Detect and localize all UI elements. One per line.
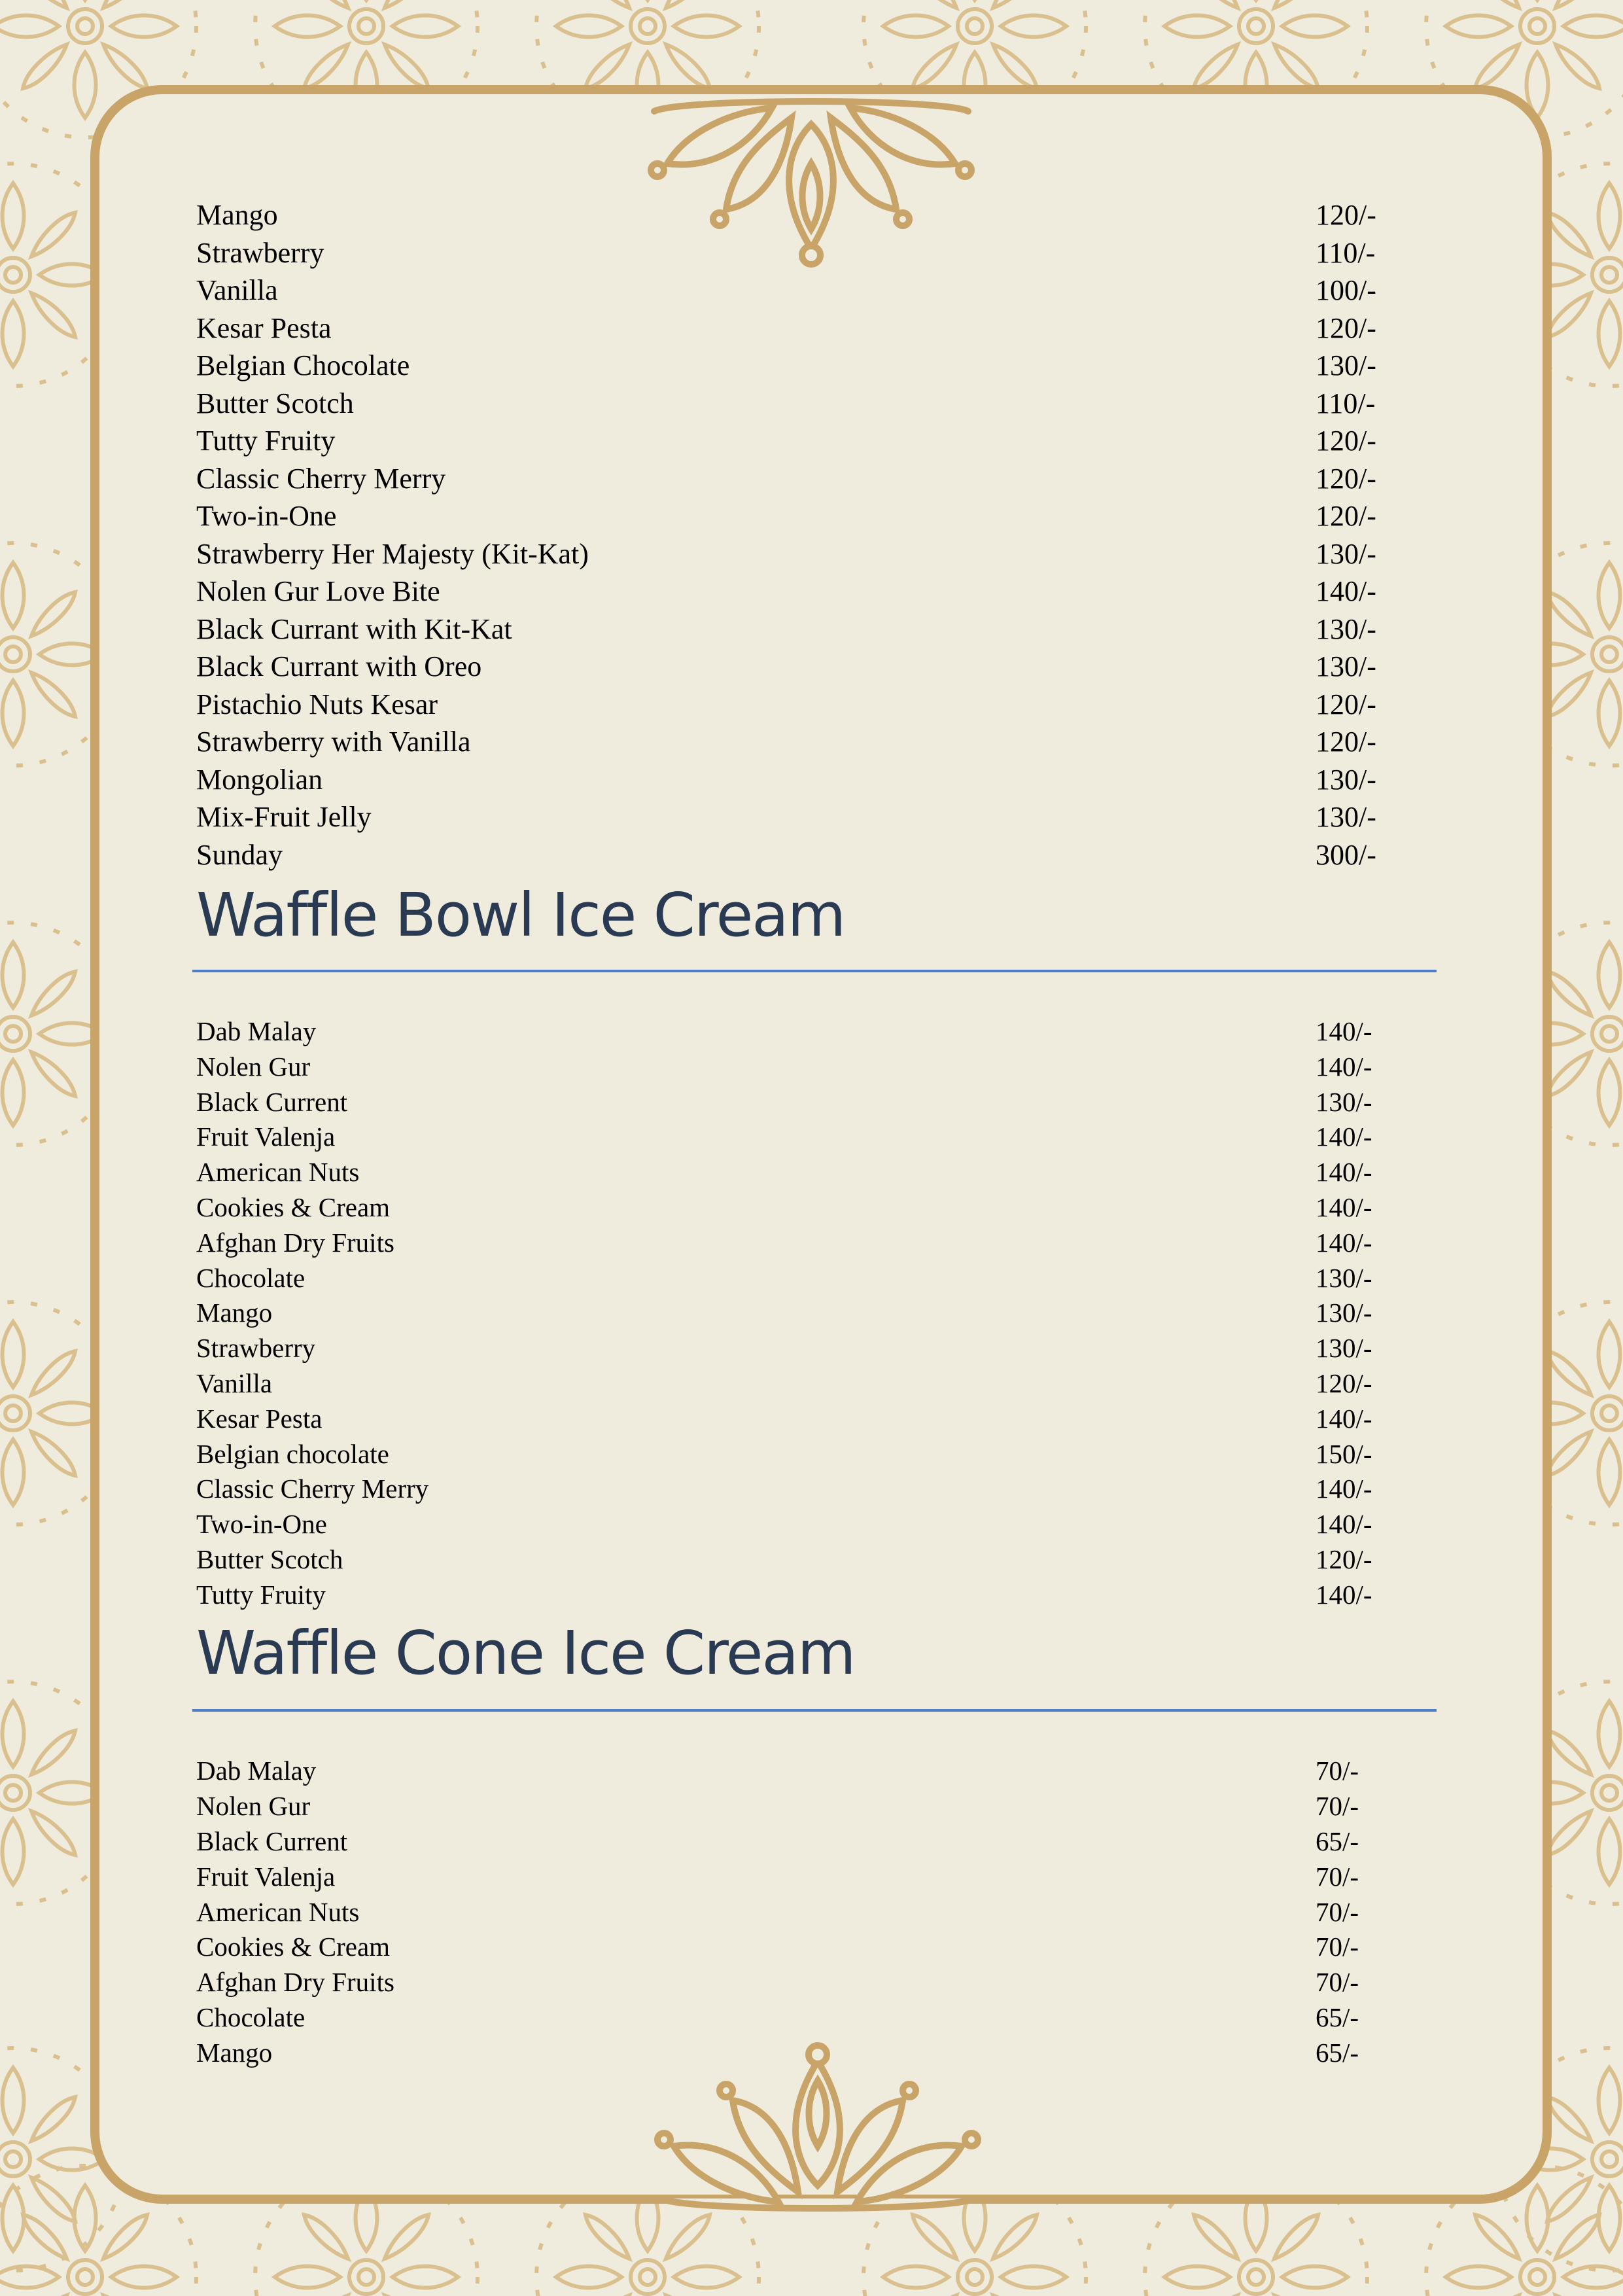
- menu-item: [196, 1754, 1439, 1789]
- item-price: 130/-: [1316, 801, 1376, 833]
- item-name: Mango: [196, 1298, 273, 1328]
- menu-item: [196, 1331, 1439, 1366]
- menu-item: [196, 272, 1439, 309]
- menu-item: [196, 535, 1439, 573]
- menu-item: [196, 1014, 1439, 1050]
- item-name: American Nuts: [196, 1157, 360, 1188]
- item-name: Vanilla: [196, 274, 278, 306]
- item-name: Two-in-One: [196, 1509, 327, 1540]
- item-price: 70/-: [1316, 1967, 1359, 1998]
- item-price: 120/-: [1316, 199, 1376, 231]
- item-name: Afghan Dry Fruits: [196, 1227, 394, 1258]
- item-price: 130/-: [1316, 612, 1376, 645]
- item-price: 140/-: [1316, 1016, 1372, 1046]
- item-name: Black Currant with Kit-Kat: [196, 612, 512, 645]
- item-name: Cookies & Cream: [196, 1932, 391, 1962]
- menu-item: [196, 723, 1439, 761]
- menu-item: [196, 347, 1439, 385]
- item-name: Mango: [196, 199, 278, 231]
- item-price: 110/-: [1316, 236, 1376, 269]
- item-name: Mix-Fruit Jelly: [196, 801, 372, 833]
- menu-item: [196, 422, 1439, 460]
- item-name: American Nuts: [196, 1896, 360, 1927]
- item-name: Pistachio Nuts Kesar: [196, 688, 438, 720]
- menu-item: [196, 686, 1439, 724]
- item-name: Nolen Gur Love Bite: [196, 575, 440, 607]
- item-price: 70/-: [1316, 1932, 1359, 1962]
- menu-item: [196, 1895, 1439, 1930]
- item-price: 130/-: [1316, 537, 1376, 570]
- item-price: 140/-: [1316, 1227, 1372, 1258]
- item-price: 140/-: [1316, 1122, 1372, 1152]
- menu-item: [196, 1930, 1439, 1965]
- item-name: Dab Malay: [196, 1756, 317, 1786]
- menu-item: [196, 1155, 1439, 1190]
- item-price: 120/-: [1316, 688, 1376, 720]
- menu-item: [196, 1472, 1439, 1507]
- item-name: Nolen Gur: [196, 1790, 311, 1821]
- item-price: 130/-: [1316, 1262, 1372, 1293]
- item-name: Fruit Valenja: [196, 1122, 336, 1152]
- item-name: Fruit Valenja: [196, 1861, 336, 1892]
- waffle-cone-divider: [192, 1709, 1437, 1712]
- item-name: Strawberry with Vanilla: [196, 726, 471, 758]
- menu-item: [196, 1261, 1439, 1296]
- item-name: Butter Scotch: [196, 387, 354, 419]
- item-name: Butter Scotch: [196, 1544, 343, 1574]
- item-name: Two-in-One: [196, 500, 337, 532]
- item-name: Black Current: [196, 1086, 348, 1117]
- item-price: 130/-: [1316, 650, 1376, 682]
- menu-item: [196, 761, 1439, 799]
- item-price: 70/-: [1316, 1896, 1359, 1927]
- menu-item: [196, 1965, 1439, 2000]
- item-price: 70/-: [1316, 1756, 1359, 1786]
- menu-item: [196, 1860, 1439, 1895]
- item-name: Nolen Gur: [196, 1051, 311, 1082]
- item-name: Cookies & Cream: [196, 1192, 391, 1222]
- item-name: Belgian chocolate: [196, 1438, 389, 1469]
- item-price: 65/-: [1316, 2002, 1359, 2033]
- item-price: 120/-: [1316, 726, 1376, 758]
- menu-list-waffle-bowl: [196, 1014, 1439, 1613]
- waffle-cone-heading: Waffle Cone Ice Cream: [196, 1618, 855, 1688]
- item-price: 65/-: [1316, 2038, 1359, 2068]
- menu-list-waffle-cone: [196, 1754, 1439, 2071]
- waffle-bowl-divider: [192, 970, 1437, 972]
- menu-item: [196, 1789, 1439, 1824]
- menu-item: [196, 1437, 1439, 1472]
- menu-item: [196, 648, 1439, 686]
- item-price: 130/-: [1316, 1298, 1372, 1328]
- item-name: Classic Cherry Merry: [196, 1474, 429, 1504]
- menu-item: [196, 1226, 1439, 1261]
- item-price: 140/-: [1316, 1579, 1372, 1610]
- item-price: 65/-: [1316, 1826, 1359, 1856]
- item-price: 140/-: [1316, 1157, 1372, 1188]
- item-price: 150/-: [1316, 1438, 1372, 1469]
- item-name: Tutty Fruity: [196, 425, 336, 457]
- item-name: Mango: [196, 2038, 273, 2068]
- menu-item: [196, 460, 1439, 498]
- item-price: 110/-: [1316, 387, 1376, 419]
- item-name: Strawberry: [196, 236, 324, 269]
- item-name: Kesar Pesta: [196, 311, 332, 344]
- item-price: 120/-: [1316, 1544, 1372, 1574]
- menu-item: [196, 1402, 1439, 1437]
- item-price: 140/-: [1316, 1509, 1372, 1540]
- item-name: Chocolate: [196, 2002, 305, 2033]
- menu-item: [196, 1120, 1439, 1155]
- item-price: 100/-: [1316, 274, 1376, 306]
- menu-item: [196, 1085, 1439, 1120]
- item-name: Afghan Dry Fruits: [196, 1967, 394, 1998]
- item-name: Kesar Pesta: [196, 1403, 323, 1434]
- menu-item: [196, 1578, 1439, 1613]
- item-price: 70/-: [1316, 1790, 1359, 1821]
- menu-item: [196, 1507, 1439, 1542]
- menu-item: [196, 836, 1439, 874]
- menu-item: [196, 1542, 1439, 1578]
- menu-item: [196, 798, 1439, 836]
- item-name: Sunday: [196, 838, 283, 871]
- item-price: 120/-: [1316, 311, 1376, 344]
- menu-item: [196, 573, 1439, 610]
- item-name: Strawberry: [196, 1333, 316, 1364]
- item-price: 120/-: [1316, 500, 1376, 532]
- menu-item: [196, 1824, 1439, 1860]
- menu-item: [196, 1050, 1439, 1085]
- item-price: 130/-: [1316, 1086, 1372, 1117]
- waffle-bowl-heading: Waffle Bowl Ice Cream: [196, 880, 845, 950]
- menu-item: [196, 234, 1439, 272]
- item-name: Belgian Chocolate: [196, 349, 410, 381]
- item-name: Chocolate: [196, 1262, 305, 1293]
- item-name: Strawberry Her Majesty (Kit-Kat): [196, 537, 589, 570]
- item-name: Mongolian: [196, 763, 323, 796]
- item-price: 120/-: [1316, 425, 1376, 457]
- menu-item: [196, 309, 1439, 347]
- item-name: Dab Malay: [196, 1016, 317, 1046]
- item-name: Classic Cherry Merry: [196, 462, 446, 495]
- item-name: Tutty Fruity: [196, 1579, 326, 1610]
- menu-item: [196, 2036, 1439, 2071]
- menu-item: [196, 2000, 1439, 2036]
- item-name: Vanilla: [196, 1368, 273, 1398]
- menu-item: [196, 385, 1439, 423]
- item-price: 130/-: [1316, 349, 1376, 381]
- item-price: 140/-: [1316, 1192, 1372, 1222]
- item-name: Black Current: [196, 1826, 348, 1856]
- menu-item: [196, 610, 1439, 648]
- item-price: 140/-: [1316, 1403, 1372, 1434]
- menu-item: [196, 196, 1439, 234]
- item-price: 130/-: [1316, 763, 1376, 796]
- menu-item: [196, 1366, 1439, 1402]
- item-price: 140/-: [1316, 1051, 1372, 1082]
- item-price: 140/-: [1316, 575, 1376, 607]
- menu-item: [196, 497, 1439, 535]
- menu-item: [196, 1296, 1439, 1331]
- item-price: 130/-: [1316, 1333, 1372, 1364]
- item-price: 70/-: [1316, 1861, 1359, 1892]
- item-price: 140/-: [1316, 1474, 1372, 1504]
- item-name: Black Currant with Oreo: [196, 650, 482, 682]
- menu-list-first: [196, 196, 1439, 874]
- menu-item: [196, 1190, 1439, 1226]
- item-price: 300/-: [1316, 838, 1376, 871]
- item-price: 120/-: [1316, 462, 1376, 495]
- item-price: 120/-: [1316, 1368, 1372, 1398]
